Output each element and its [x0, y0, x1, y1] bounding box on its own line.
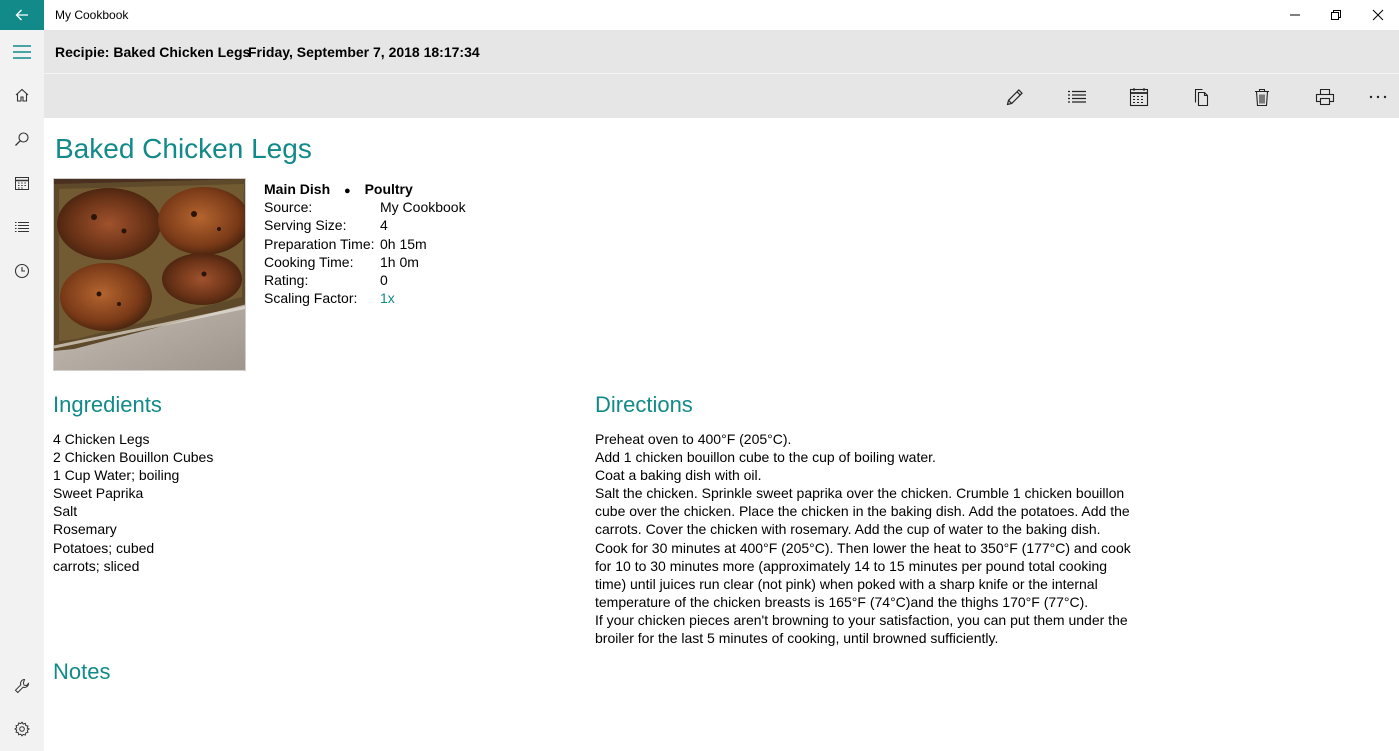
- more-icon: [1368, 87, 1388, 107]
- calendar-icon: [1129, 87, 1149, 107]
- direction-line: for 10 to 30 minutes more (approximately 14 to 15 minutes per pound total cooking: [595, 557, 1108, 574]
- detail-label: Source:: [264, 199, 313, 216]
- page-title: Recipie: Baked Chicken Legs: [55, 44, 251, 60]
- notes-heading: Notes: [53, 659, 111, 684]
- recipe-category: Main Dish: [264, 181, 331, 197]
- recipe-details: [264, 180, 466, 307]
- detail-label: Cooking Time:: [264, 253, 354, 270]
- minimize-icon: [1289, 9, 1301, 21]
- detail-label: Preparation Time:: [264, 235, 375, 252]
- scaling-factor-link[interactable]: 1x: [380, 290, 395, 307]
- calendar-icon: [14, 175, 30, 191]
- restore-icon: [1330, 9, 1342, 21]
- minimize-button[interactable]: [1273, 0, 1317, 30]
- hamburger-icon: [12, 44, 32, 60]
- chicken-photo: [54, 179, 246, 371]
- clock-icon: [14, 263, 30, 279]
- list-item: 4 Chicken Legs: [53, 431, 150, 447]
- direction-line: cube over the chicken. Place the chicken in the baking dish. Add the potatoes. Add the: [595, 503, 1130, 520]
- detail-value: 4: [380, 217, 388, 234]
- close-button[interactable]: [1356, 0, 1399, 30]
- list-item: Sweet Paprika: [53, 485, 144, 502]
- back-button[interactable]: [0, 0, 44, 30]
- detail-value: 0: [380, 271, 388, 288]
- pencil-icon: [1005, 87, 1025, 107]
- copy-icon: [1191, 87, 1211, 107]
- direction-line: If your chicken pieces aren't browning to your satisfaction, you can put them under the: [595, 611, 1128, 628]
- nav-list[interactable]: [0, 205, 44, 249]
- detail-label: Serving Size:: [264, 217, 347, 234]
- page-header: [44, 30, 1399, 73]
- recipe-subcategory: Poultry: [364, 181, 413, 197]
- detail-value: My Cookbook: [380, 199, 466, 216]
- detail-rating: [264, 271, 413, 289]
- list-icon: [1067, 87, 1087, 107]
- list-item: Rosemary: [53, 521, 117, 538]
- detail-preparation-time: [264, 235, 427, 253]
- direction-line: time) until juices run clear (not pink) when poked with a sharp knife or the internal: [595, 575, 1098, 592]
- detail-source: [264, 198, 466, 216]
- category-separator: ●: [344, 185, 351, 197]
- nav-settings[interactable]: [0, 707, 44, 751]
- close-icon: [1372, 9, 1384, 21]
- edit-button[interactable]: [995, 79, 1035, 115]
- direction-line: Coat a baking dish with oil.: [595, 467, 762, 484]
- schedule-button[interactable]: [1119, 79, 1159, 115]
- directions-heading: Directions: [595, 392, 693, 417]
- title-bar: [0, 0, 1399, 30]
- nav-tools[interactable]: [0, 664, 44, 708]
- list-item: carrots; sliced: [53, 557, 140, 574]
- recipe-photo: [53, 178, 246, 371]
- nav-home[interactable]: [0, 73, 44, 117]
- nav-search[interactable]: [0, 117, 44, 161]
- detail-label: Scaling Factor:: [264, 290, 358, 307]
- shopping-list-button[interactable]: [1057, 79, 1097, 115]
- delete-button[interactable]: [1242, 79, 1282, 115]
- detail-value: 1h 0m: [380, 253, 419, 270]
- directions-text: [595, 430, 1131, 647]
- direction-line: Salt the chicken. Sprinkle sweet paprika over the chicken. Crumble 1 chicken bouillon: [595, 485, 1125, 502]
- nav-history[interactable]: [0, 249, 44, 293]
- search-icon: [14, 131, 30, 147]
- direction-line: carrots. Cover the chicken with rosemary. Add the cup of water to the baking dish.: [595, 521, 1101, 538]
- copy-button[interactable]: [1181, 79, 1221, 115]
- print-button[interactable]: [1305, 79, 1345, 115]
- trash-icon: [1252, 87, 1272, 107]
- more-button[interactable]: [1358, 79, 1398, 115]
- command-bar: [44, 73, 1399, 118]
- restore-button[interactable]: [1314, 0, 1358, 30]
- back-arrow-icon: [14, 7, 30, 23]
- detail-value: 0h 15m: [380, 235, 427, 252]
- navigation-rail: [0, 30, 44, 751]
- detail-scaling-factor: [264, 289, 413, 307]
- ingredients-heading: Ingredients: [53, 392, 162, 417]
- print-icon: [1315, 87, 1335, 107]
- direction-line: broiler for the last 5 minutes of cooking, until browned sufficiently.: [595, 630, 999, 647]
- detail-cooking-time: [264, 253, 419, 271]
- gear-icon: [14, 721, 30, 737]
- page-date: Friday, September 7, 2018 18:17:34: [248, 44, 480, 60]
- list-icon: [14, 219, 30, 235]
- recipe-category-row: [264, 180, 413, 198]
- nav-calendar[interactable]: [0, 161, 44, 205]
- direction-line: temperature of the chicken breasts is 165°F (74°C)and the thighs 170°F (77°C).: [595, 593, 1089, 610]
- direction-line: Preheat oven to 400°F (205°C).: [595, 431, 792, 447]
- detail-serving-size: [264, 216, 413, 234]
- wrench-icon: [14, 678, 30, 694]
- direction-line: Add 1 chicken bouillon cube to the cup of boiling water.: [595, 449, 936, 466]
- list-item: 1 Cup Water; boiling: [53, 467, 180, 484]
- detail-label: Rating:: [264, 271, 309, 288]
- list-item: 2 Chicken Bouillon Cubes: [53, 449, 214, 466]
- app-title: My Cookbook: [55, 8, 129, 22]
- menu-button[interactable]: [0, 30, 44, 74]
- direction-line: Cook for 30 minutes at 400°F (205°C). Then lower the heat to 350°F (177°C) and cook: [595, 539, 1131, 556]
- home-icon: [14, 87, 30, 103]
- recipe-title: Baked Chicken Legs: [55, 133, 312, 164]
- list-item: Salt: [53, 503, 78, 520]
- ingredients-list: [53, 430, 213, 575]
- list-item: Potatoes; cubed: [53, 539, 155, 556]
